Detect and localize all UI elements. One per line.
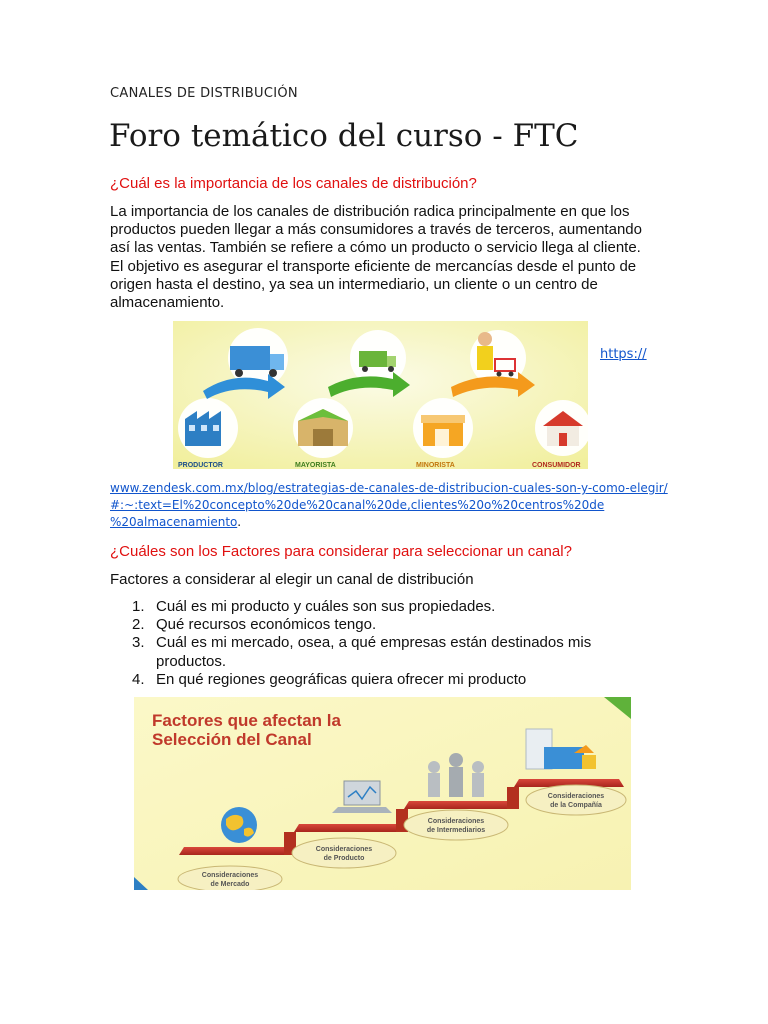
list-item: 1. Cuál es mi producto y cuáles son sus propiedades. <box>132 598 496 615</box>
svg-text:Consideraciones: Consideraciones <box>201 872 259 879</box>
illustration-title-line2: Selección del Canal <box>152 730 312 749</box>
source-link-line1[interactable]: www.zendesk.com.mx/blog/estrategias-de-canales-de-distribucion-cuales-son-y-como-elegir/ <box>110 481 668 495</box>
label-consumidor: CONSUMIDOR <box>532 462 581 469</box>
svg-text:de la Compañía: de la Compañía <box>550 802 602 809</box>
source-link <box>110 480 670 531</box>
source-link-start[interactable]: https:// <box>600 347 647 362</box>
step-market <box>178 866 282 890</box>
label-mayorista: MAYORISTA <box>295 462 336 469</box>
list-item: 2. Qué recursos económicos tengo. <box>132 616 377 634</box>
factors-list <box>132 598 632 689</box>
factors-intro: Factores a considerar al elegir un canal de distribución <box>110 571 474 588</box>
distribution-channel-illustration <box>173 321 588 469</box>
globe-icon <box>221 807 257 843</box>
document-header-label: CANALES DE DISTRIBUCIÓN <box>110 86 298 101</box>
step-product <box>292 838 396 868</box>
source-link-line3[interactable]: %20almacenamiento <box>110 515 238 529</box>
document-title: Foro temático del curso - FTC <box>109 118 579 154</box>
label-productor: PRODUCTOR <box>178 462 223 469</box>
svg-text:de Producto: de Producto <box>323 855 365 862</box>
list-item: 4. En qué regiones geográficas quiera ofrecer mi producto <box>132 670 527 688</box>
factory-icon <box>185 411 221 446</box>
link-tail: . <box>237 515 242 529</box>
store-icon <box>421 415 465 446</box>
svg-text:de Mercado: de Mercado <box>210 881 250 888</box>
illustration-title-line1: Factores que afectan la <box>152 711 341 730</box>
svg-text:Consideraciones: Consideraciones <box>427 818 485 825</box>
step-company <box>526 785 626 815</box>
step-intermediaries <box>404 810 508 840</box>
source-link-line2[interactable]: #:~:text=El%20concepto%20de%20canal%20de,clientes%20o%20centros%20de <box>110 498 605 512</box>
list-item: 3. Cuál es mi mercado, osea, a qué empresas están destinados mis productos. <box>132 634 592 670</box>
svg-text:Consideraciones: Consideraciones <box>547 793 605 800</box>
question-importance: ¿Cuál es la importancia de los canales de distribución? <box>110 175 477 192</box>
factors-illustration <box>134 697 631 890</box>
label-minorista: MINORISTA <box>416 462 455 469</box>
importance-paragraph: La importancia de los canales de distribución radica principalmente en que los productos pueden llegar a más consumidores a través de terceros, aumentando así las ventas. También se refiere a cómo un producto o servicio llega al cliente. El objetivo es asegurar el transporte eficiente de mercancías desde el punto de origen hasta el destino, ya sea un intermediario, un cliente o un centro de almacenamiento. <box>110 203 642 312</box>
question-factors: ¿Cuáles son los Factores para considerar para seleccionar un canal? <box>110 543 572 560</box>
svg-text:Consideraciones: Consideraciones <box>315 846 373 853</box>
svg-text:de Intermediarios: de Intermediarios <box>426 827 486 834</box>
